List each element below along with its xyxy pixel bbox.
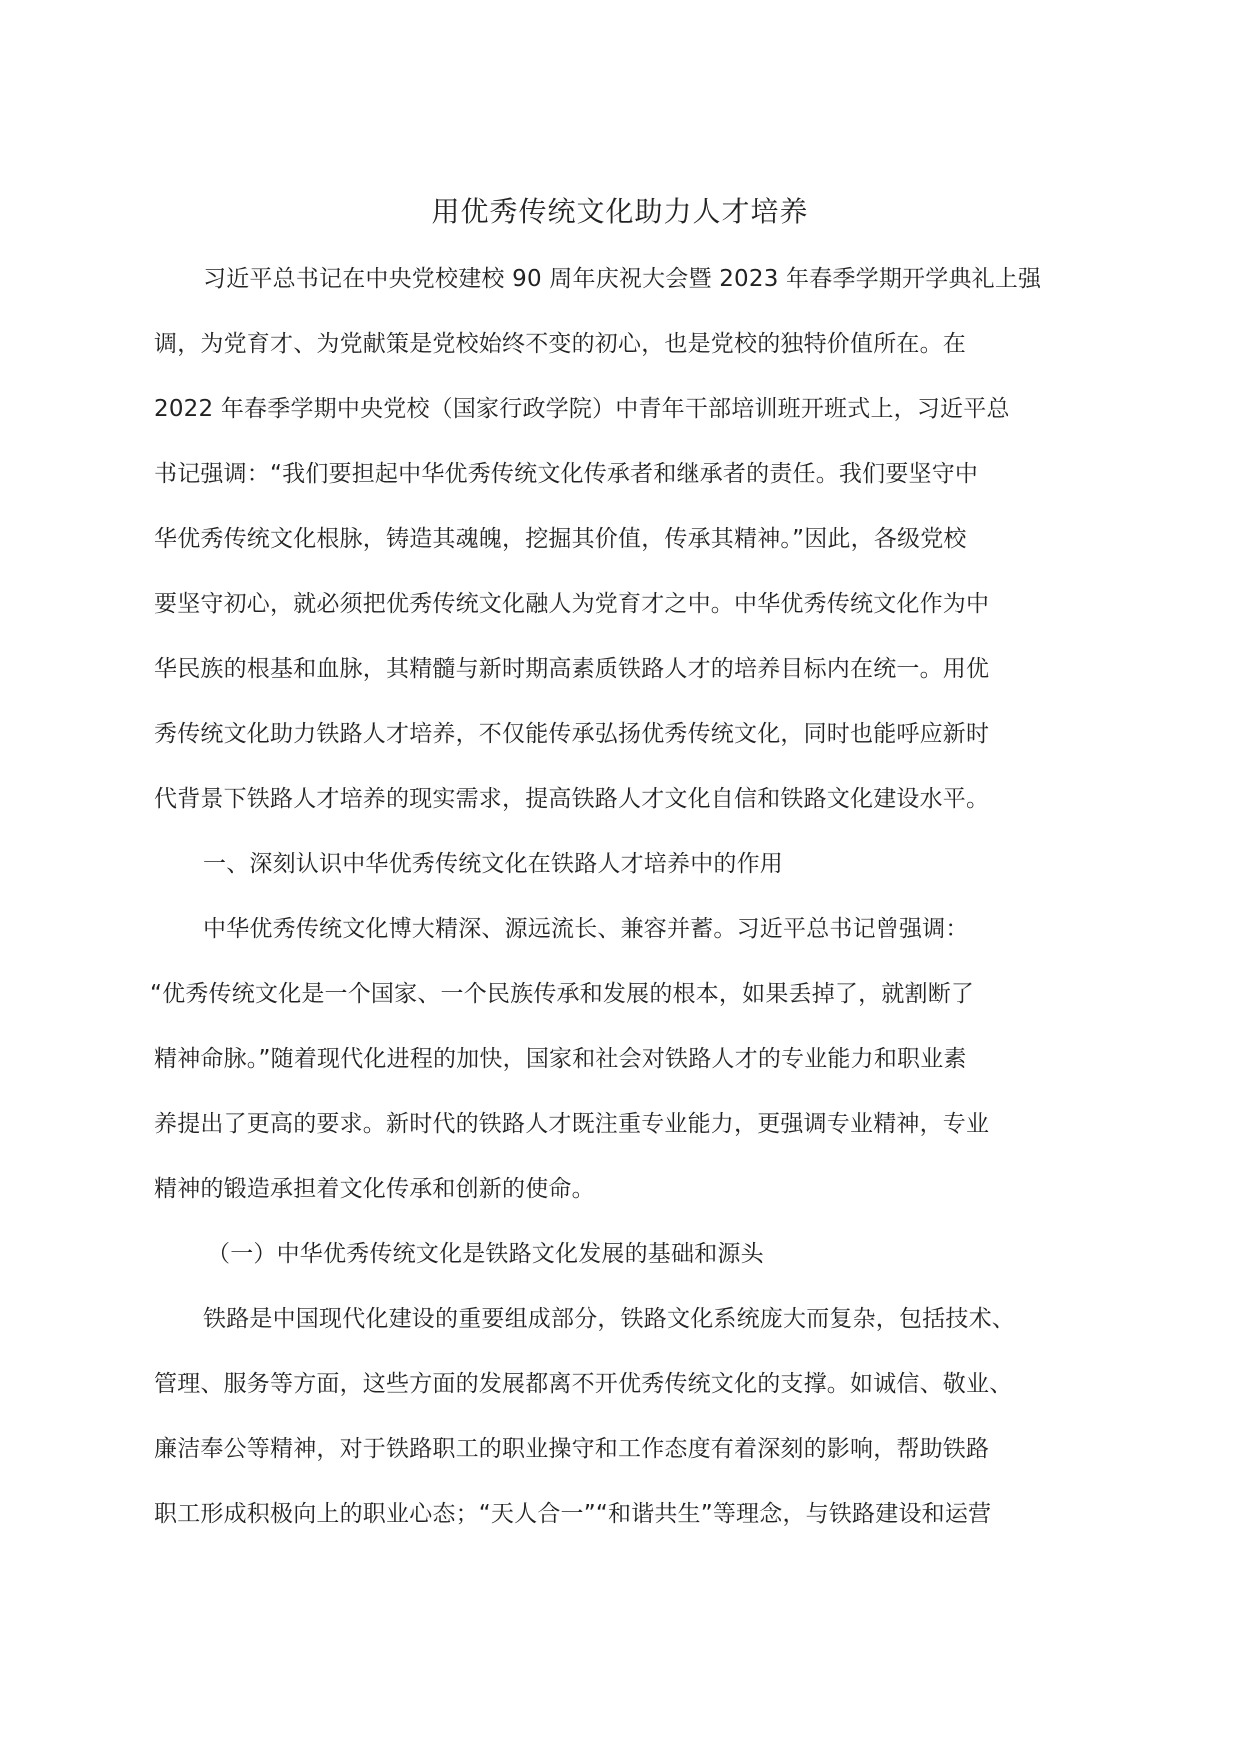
paragraph-line: 华民族的根基和血脉，其精髓与新时期高素质铁路人才的培养目标内在统一。用优 [154, 656, 990, 682]
paragraph-line: 精神的锻造承担着文化传承和创新的使命。 [154, 1176, 595, 1202]
paragraph-line: 养提出了更高的要求。新时代的铁路人才既注重专业能力，更强调专业精神，专业 [154, 1111, 990, 1137]
document-title: 用优秀传统文化助力人才培养 [431, 195, 809, 228]
paragraph-line: 书记强调：“我们要担起中华优秀传统文化传承者和继承者的责任。我们要坚守中 [154, 461, 979, 487]
paragraph-line: 中华优秀传统文化博大精深、源远流长、兼容并蓄。习近平总书记曾强调： [203, 916, 969, 942]
paragraph-line: 调，为党育才、为党献策是党校始终不变的初心，也是党校的独特价值所在。在 [154, 331, 966, 357]
paragraph-line: 廉洁奉公等精神，对于铁路职工的职业操守和工作态度有着深刻的影响，帮助铁路 [154, 1436, 990, 1462]
paragraph-line: 精神命脉。”随着现代化进程的加快，国家和社会对铁路人才的专业能力和职业素 [154, 1046, 967, 1072]
paragraph-line: 习近平总书记在中央党校建校 90 周年庆祝大会暨 2023 年春季学期开学典礼上强 [203, 266, 1042, 292]
paragraph-line: 代背景下铁路人才培养的现实需求，提高铁路人才文化自信和铁路文化建设水平。 [154, 786, 990, 812]
paragraph-line: 华优秀传统文化根脉，铸造其魂魄，挖掘其价值，传承其精神。”因此，各级党校 [154, 526, 967, 552]
paragraph-line: 秀传统文化助力铁路人才培养，不仅能传承弘扬优秀传统文化，同时也能呼应新时 [154, 721, 990, 747]
paragraph-line: 管理、服务等方面，这些方面的发展都离不开优秀传统文化的支撑。如诚信、敬业、 [154, 1371, 1013, 1397]
paragraph-line: “优秀传统文化是一个国家、一个民族传承和发展的根本，如果丢掉了，就割断了 [150, 981, 975, 1007]
subsection-heading: （一）中华优秀传统文化是铁路文化发展的基础和源头 [207, 1241, 764, 1267]
paragraph-line: 2022 年春季学期中央党校（国家行政学院）中青年干部培训班开班式上，习近平总 [154, 396, 1010, 422]
paragraph-line: 要坚守初心，就必须把优秀传统文化融人为党育才之中。中华优秀传统文化作为中 [154, 591, 990, 617]
paragraph-line: 铁路是中国现代化建设的重要组成部分，铁路文化系统庞大而复杂，包括技术、 [203, 1306, 1015, 1332]
paragraph-line: 职工形成积极向上的职业心态；“天人合一”“和谐共生”等理念，与铁路建设和运营 [154, 1501, 992, 1527]
section-heading: 一、深刻认识中华优秀传统文化在铁路人才培养中的作用 [203, 851, 783, 877]
